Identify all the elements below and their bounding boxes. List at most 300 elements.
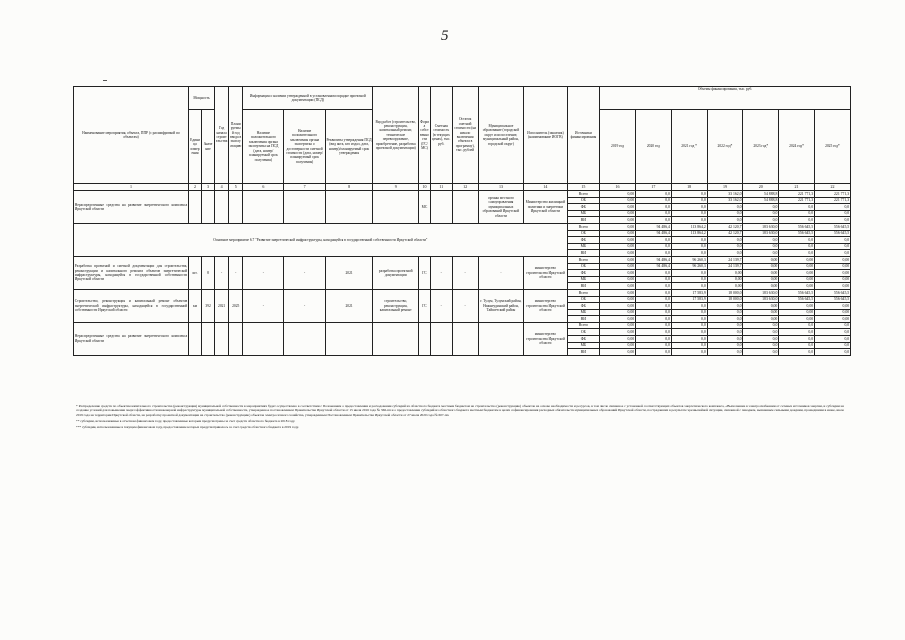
municipality-cell: г. Тулун, Тулунский район, Нижнеудинский район, Тайшетский район <box>478 289 524 322</box>
amount-cell: 24 139,7 <box>707 263 743 270</box>
source-cell: Всего <box>567 223 600 230</box>
amount-cell: 556 645,5 <box>814 230 850 237</box>
amount-cell: 0,0 <box>743 336 779 343</box>
header-executor: Исполнитель (заказчик) (наименование ИОГВ) <box>524 87 567 184</box>
amount-cell: 183 630,0 <box>743 296 779 303</box>
amount-cell: 0,00 <box>743 303 779 310</box>
amount-cell: 0,0 <box>671 329 707 336</box>
value-cell: 8 <box>202 256 215 289</box>
source-cell: ФБ <box>567 204 600 211</box>
amount-cell: 0,0 <box>779 217 815 224</box>
header-pd-group: Информация о наличии утвержденной в установленном порядке проектной документации (ПСД) <box>243 87 373 110</box>
amount-cell: 0,00 <box>600 289 636 296</box>
amount-cell: 0,0 <box>814 204 850 211</box>
amount-cell: 0,0 <box>743 243 779 250</box>
amount-cell: 0,0 <box>707 309 743 316</box>
page-number: 5 <box>441 28 449 44</box>
amount-cell: 0,0 <box>743 342 779 349</box>
amount-cell: 0,0 <box>743 329 779 336</box>
amount-cell: 0,0 <box>671 197 707 204</box>
work-type-cell: строительство, реконструкция, капитальный ремонт <box>373 289 419 322</box>
amount-cell: 0,0 <box>671 250 707 257</box>
amount-cell: 0,0 <box>779 243 815 250</box>
source-cell: ВИ <box>567 316 600 323</box>
amount-cell: 0,00 <box>779 303 815 310</box>
amount-cell: 94 486,4 <box>635 230 671 237</box>
amount-cell: 42 120,7 <box>707 230 743 237</box>
amount-cell: 0,00 <box>814 303 850 310</box>
amount-cell: 0,00 <box>600 316 636 323</box>
amount-cell: 0,0 <box>707 342 743 349</box>
source-cell: Всего <box>567 191 600 198</box>
amount-cell: 0,00 <box>600 270 636 277</box>
table-row <box>74 191 851 198</box>
source-cell: Всего <box>567 322 600 329</box>
amount-cell: 0,0 <box>707 237 743 244</box>
empty-cell <box>229 191 243 224</box>
amount-cell: 0,00 <box>600 329 636 336</box>
year-plan-cell: 2025 <box>229 289 243 322</box>
amount-cell: 0,0 <box>671 217 707 224</box>
amount-cell: 0,00 <box>814 316 850 323</box>
amount-cell: 0,0 <box>707 329 743 336</box>
amount-cell: 0,0 <box>707 322 743 329</box>
ownership-cell <box>419 322 431 355</box>
column-number: 6 <box>243 184 284 191</box>
amount-cell: 0,00 <box>779 276 815 283</box>
executor-cell: министерство строительства Иркутской области <box>524 289 567 322</box>
amount-cell: 0,0 <box>671 322 707 329</box>
amount-cell: 0,0 <box>635 243 671 250</box>
source-cell: Всего <box>567 289 600 296</box>
amount-cell: 0,0 <box>671 283 707 290</box>
column-number: 15 <box>567 184 600 191</box>
column-number: 12 <box>452 184 478 191</box>
remaining-cell: - <box>452 256 478 289</box>
source-cell: ОБ <box>567 329 600 336</box>
amount-cell: 0,0 <box>814 210 850 217</box>
column-number: 2 <box>189 184 202 191</box>
amount-cell: 0,0 <box>635 270 671 277</box>
amount-cell: 183 630,0 <box>743 223 779 230</box>
amount-cell: 0,00 <box>600 263 636 270</box>
source-cell: ФБ <box>567 336 600 343</box>
amount-cell: 0,00 <box>814 276 850 283</box>
amount-cell: 0,00 <box>707 283 743 290</box>
column-number: 14 <box>524 184 567 191</box>
header-year-4: 2023 год* <box>743 110 779 184</box>
amount-cell: 0,0 <box>635 191 671 198</box>
amount-cell: 0,0 <box>814 349 850 356</box>
amount-cell: 0,0 <box>635 204 671 211</box>
header-year-6: 2025 год* <box>814 110 850 184</box>
header-year-0: 2019 год <box>600 110 636 184</box>
amount-cell: 0,00 <box>814 256 850 263</box>
pd-cell: - <box>243 256 284 289</box>
approval-cell <box>325 322 373 355</box>
pd-cell: - <box>284 289 325 322</box>
header-remaining: Остаток сметной стоимости (на начало включения объекта в программу), тыс. рублей <box>452 87 478 184</box>
column-number: 5 <box>229 184 243 191</box>
amount-cell: 54 888,8 <box>743 191 779 198</box>
amount-cell: 0,0 <box>707 243 743 250</box>
empty-cell <box>189 191 202 224</box>
source-cell: ОБ <box>567 230 600 237</box>
amount-cell: 221 771,3 <box>814 197 850 204</box>
ownership-cell: МС <box>419 191 431 224</box>
column-number: 17 <box>635 184 671 191</box>
header-year-start: Год начала строительства <box>215 87 229 184</box>
amount-cell: 0,0 <box>779 342 815 349</box>
amount-cell: 0,00 <box>600 342 636 349</box>
amount-cell: 0,00 <box>600 197 636 204</box>
amount-cell: 0,0 <box>635 217 671 224</box>
amount-cell: 556 645,5 <box>814 289 850 296</box>
header-cost: Сметная стоимость (в текущих ценах), тыс. руб. <box>430 87 452 184</box>
amount-cell: 0,0 <box>814 336 850 343</box>
remaining-cell: - <box>452 289 478 322</box>
column-number: 11 <box>430 184 452 191</box>
amount-cell: 0,0 <box>814 237 850 244</box>
year-start-cell: - <box>215 256 229 289</box>
amount-cell: 0,0 <box>814 322 850 329</box>
source-cell: МБ <box>567 243 600 250</box>
amount-cell: 0,00 <box>600 230 636 237</box>
footnote-3: *** субсидии, использованные в текущем финансовом году, предоставление которых предусматривалось за счет средств областного бюджета в 2019 году. <box>76 425 299 430</box>
amount-cell: 0,0 <box>635 303 671 310</box>
footnote-1: * Распределение средств по объектам капитального строительства (реконструкции) муниципальной собственности в мероприятиях будет осуществлено в соответствии с Положением о предоставлении и расходовании субсидий из областного бюджета местным бюджетам на строительство (реконструкцию) объектов на основе необходимости и ресурсов, в том числе связанное с установкой соответствующих объектов энергетического комплекса, «Выполнение в электроснабжении от сетевых источников энергии, и субсидии на создание условий для повышения энергоэффективности инженерной инфраструктуры муниципальной собственности, утвержденное постановлением Правительства Иркутской области от 15 июля 2016 года № 366-пп и о предоставлении субсидий из областного бюджета местным бюджетам в целях софинансирования расходных обязательств муниципальных образований Иркутской области, пострадавших в результате чрезвычайной ситуации, связанной с паводком, вызванным сильными дождями, прошедшими в июне, июле 2019 года на территории Иркутской области, на разработку проектной документации на строительство (реконструкцию) объектов электросетевого хозяйства, утвержденным Постановлением Правительства Иркутской области от 27 июля 2020 года № 607-пп. <box>76 404 844 417</box>
section-title: Основное мероприятие 6.7 "Развитие энергетической инфраструктуры, находящейся в государственной собственности Иркутской области" <box>74 223 568 256</box>
year-start-cell <box>215 322 229 355</box>
column-number: 9 <box>373 184 419 191</box>
empty-cell <box>373 191 419 224</box>
empty-cell <box>452 191 478 224</box>
source-cell: МБ <box>567 276 600 283</box>
amount-cell: 0,0 <box>779 349 815 356</box>
object-name: Нераспределенные средства на развитие энергетического комплекса Иркутской области <box>74 191 189 224</box>
header-value: Значение <box>202 110 215 184</box>
work-type-cell: разработка проектной документации <box>373 256 419 289</box>
amount-cell: 0,00 <box>743 309 779 316</box>
amount-cell: 0,00 <box>743 270 779 277</box>
year-plan-cell <box>229 322 243 355</box>
amount-cell: 0,0 <box>635 283 671 290</box>
executor-cell: министерство строительства Иркутской области <box>524 256 567 289</box>
header-year-1: 2020 год <box>635 110 671 184</box>
source-cell: ВИ <box>567 250 600 257</box>
amount-cell: 0,00 <box>779 309 815 316</box>
header-year-2: 2021 год * <box>671 110 707 184</box>
column-number: 16 <box>600 184 636 191</box>
amount-cell: 183 630,0 <box>743 230 779 237</box>
amount-cell: 113 864,2 <box>671 230 707 237</box>
amount-cell: 0,0 <box>671 276 707 283</box>
amount-cell: 0,00 <box>600 256 636 263</box>
amount-cell: 0,0 <box>743 217 779 224</box>
unit-cell: км <box>189 289 202 322</box>
column-number: 21 <box>779 184 815 191</box>
amount-cell: 0,00 <box>600 303 636 310</box>
source-cell: ОБ <box>567 197 600 204</box>
approval-cell: 2021 <box>325 289 373 322</box>
header-row-1 <box>74 87 851 110</box>
object-name: Строительство, реконструкция и капитальный ремонт объектов энергетической инфраструктуры, находящейся в государственной собственности Иркутской области <box>74 289 189 322</box>
header-pd-presence-2: Наличие положительного заключения органа экспертизы о достоверности сметной стоимости (дата, номер/планируемый срок получения) <box>284 110 325 184</box>
amount-cell: 556 645,5 <box>779 296 815 303</box>
pd-cell <box>243 322 284 355</box>
amount-cell: 0,0 <box>814 329 850 336</box>
amount-cell: 0,0 <box>743 250 779 257</box>
amount-cell: 0,0 <box>671 191 707 198</box>
ownership-cell: ГС <box>419 289 431 322</box>
pd-cell: - <box>243 289 284 322</box>
amount-cell: 0,0 <box>671 342 707 349</box>
amount-cell: 221 771,3 <box>814 191 850 198</box>
amount-cell: 0,0 <box>743 210 779 217</box>
municipality-cell: органы местного самоуправления муниципальных образований Иркутской области <box>478 191 524 224</box>
amount-cell: 0,00 <box>779 256 815 263</box>
unit-cell: шт. <box>189 256 202 289</box>
amount-cell: 0,0 <box>635 336 671 343</box>
amount-cell: 94 486,4 <box>635 263 671 270</box>
source-cell: МБ <box>567 342 600 349</box>
amount-cell: 0,0 <box>635 309 671 316</box>
header-power: Мощность <box>189 87 215 110</box>
work-type-cell <box>373 322 419 355</box>
header-unit: Единица измерения <box>189 110 202 184</box>
column-number: 4 <box>215 184 229 191</box>
amount-cell: 0,0 <box>779 322 815 329</box>
amount-cell: 0,00 <box>600 276 636 283</box>
amount-cell: 0,0 <box>743 349 779 356</box>
header-pd-presence: Наличие положительного заключения органа экспертизы на ПСД (дата, номер/планируемый срок получения) <box>243 110 284 184</box>
amount-cell: 221 771,3 <box>779 191 815 198</box>
column-number: 22 <box>814 184 850 191</box>
section-row <box>74 223 851 230</box>
amount-cell: 0,00 <box>600 336 636 343</box>
amount-cell: 17 583,9 <box>671 296 707 303</box>
amount-cell: 0,00 <box>814 283 850 290</box>
amount-cell: 0,0 <box>635 296 671 303</box>
amount-cell: 0,0 <box>671 243 707 250</box>
source-cell: ФБ <box>567 303 600 310</box>
amount-cell: 0,0 <box>671 336 707 343</box>
amount-cell: 0,00 <box>600 296 636 303</box>
header-year-3: 2022 год* <box>707 110 743 184</box>
amount-cell: 0,0 <box>635 316 671 323</box>
amount-cell: 0,0 <box>814 250 850 257</box>
amount-cell: 0,00 <box>600 191 636 198</box>
source-cell: ВИ <box>567 283 600 290</box>
amount-cell: 221 771,3 <box>779 197 815 204</box>
empty-cell <box>215 191 229 224</box>
amount-cell: 0,0 <box>814 217 850 224</box>
amount-cell: 18 000,0 <box>707 296 743 303</box>
header-municipality: Муниципальное образование (городской округ или поселение, муниципальный район, городской округ) <box>478 87 524 184</box>
amount-cell: 0,0 <box>707 217 743 224</box>
source-cell: ОБ <box>567 263 600 270</box>
amount-cell: 0,00 <box>600 204 636 211</box>
empty-cell <box>284 191 325 224</box>
amount-cell: 96 260,3 <box>671 256 707 263</box>
margin-mark <box>103 80 107 81</box>
amount-cell: 0,0 <box>635 237 671 244</box>
amount-cell: 0,0 <box>635 197 671 204</box>
amount-cell: 0,0 <box>671 270 707 277</box>
unit-cell <box>189 322 202 355</box>
amount-cell: 0,0 <box>635 250 671 257</box>
approval-cell: 2021 <box>325 256 373 289</box>
remaining-cell <box>452 322 478 355</box>
amount-cell: 113 864,2 <box>671 223 707 230</box>
amount-cell: 0,00 <box>743 316 779 323</box>
amount-cell: 0,00 <box>600 243 636 250</box>
source-cell: ОБ <box>567 296 600 303</box>
pd-cell: - <box>284 256 325 289</box>
footnotes <box>76 404 844 431</box>
amount-cell: 0,0 <box>635 349 671 356</box>
amount-cell: 0,00 <box>600 217 636 224</box>
column-number: 13 <box>478 184 524 191</box>
amount-cell: 0,00 <box>600 223 636 230</box>
amount-cell: 556 645,5 <box>779 230 815 237</box>
header-work-type: Вид работ (строительство, реконструкция, капитальный ремонт, техническое перевооружение, приобретение, разработка проектной документации) <box>373 87 419 184</box>
amount-cell: 0,0 <box>635 329 671 336</box>
amount-cell: 0,00 <box>600 283 636 290</box>
pd-cell <box>284 322 325 355</box>
value-cell <box>202 322 215 355</box>
object-name: Разработка проектной и сметной документации для строительства, реконструкции и капитального ремонта объектов энергетической инфраструктуры, находящейся в государственной собственности Иркутской области <box>74 256 189 289</box>
amount-cell: 556 645,5 <box>779 223 815 230</box>
column-number: 20 <box>743 184 779 191</box>
amount-cell: 0,00 <box>814 309 850 316</box>
amount-cell: 0,00 <box>814 270 850 277</box>
amount-cell: 0,0 <box>707 204 743 211</box>
header-pd-approval: Реквизиты утверждения ПСД (вид акта, кто издал, дата, номер)/планируемый срок утверждения <box>325 110 373 184</box>
amount-cell: 0,0 <box>707 303 743 310</box>
header-year-5: 2024 год* <box>779 110 815 184</box>
table-row <box>74 289 851 296</box>
amount-cell: 0,0 <box>671 210 707 217</box>
amount-cell: 0,0 <box>743 204 779 211</box>
amount-cell: 0,0 <box>707 250 743 257</box>
amount-cell: 0,0 <box>635 289 671 296</box>
amount-cell: 0,0 <box>814 243 850 250</box>
amount-cell: 0,0 <box>671 303 707 310</box>
amount-cell: 0,0 <box>779 250 815 257</box>
empty-cell <box>243 191 284 224</box>
financing-table <box>73 86 851 356</box>
amount-cell: 0,0 <box>671 237 707 244</box>
column-number-row <box>74 184 851 191</box>
amount-cell: 96 260,3 <box>671 263 707 270</box>
source-cell: ФБ <box>567 270 600 277</box>
amount-cell: 0,00 <box>707 276 743 283</box>
amount-cell: 33 162,0 <box>707 197 743 204</box>
amount-cell: 0,00 <box>743 276 779 283</box>
source-cell: ФБ <box>567 237 600 244</box>
header-financing: Объемы финансирования, тыс. руб. <box>600 87 851 110</box>
value-cell: 392 <box>202 289 215 322</box>
cost-cell: - <box>430 289 452 322</box>
column-number: 19 <box>707 184 743 191</box>
year-plan-cell: - <box>229 256 243 289</box>
amount-cell: 556 645,5 <box>814 296 850 303</box>
amount-cell: 17 583,9 <box>671 289 707 296</box>
amount-cell: 33 162,0 <box>707 191 743 198</box>
amount-cell: 0,0 <box>779 204 815 211</box>
amount-cell: 0,0 <box>671 316 707 323</box>
amount-cell: 0,0 <box>779 237 815 244</box>
amount-cell: 0,0 <box>635 322 671 329</box>
amount-cell: 94 486,4 <box>635 223 671 230</box>
amount-cell: 0,00 <box>779 270 815 277</box>
amount-cell: 24 139,7 <box>707 256 743 263</box>
source-cell: Всего <box>567 256 600 263</box>
table-row <box>74 322 851 329</box>
amount-cell: 0,0 <box>635 342 671 349</box>
object-name: Нераспределенные средства на развитие энергетического комплекса Иркутской области <box>74 322 189 355</box>
amount-cell: 0,00 <box>779 283 815 290</box>
amount-cell: 18 000,0 <box>707 289 743 296</box>
source-cell: МБ <box>567 210 600 217</box>
ownership-cell: ГС <box>419 256 431 289</box>
column-number: 1 <box>74 184 189 191</box>
amount-cell: 54 888,8 <box>743 197 779 204</box>
amount-cell: 0,0 <box>671 349 707 356</box>
empty-cell <box>430 191 452 224</box>
column-number: 8 <box>325 184 373 191</box>
amount-cell: 94 486,4 <box>635 256 671 263</box>
cost-cell <box>430 322 452 355</box>
amount-cell: 0,00 <box>600 250 636 257</box>
header-sources: Источники финансирования <box>567 87 600 184</box>
column-number: 18 <box>671 184 707 191</box>
table-row <box>74 256 851 263</box>
amount-cell: 0,0 <box>635 276 671 283</box>
amount-cell: 0,0 <box>671 309 707 316</box>
footnote-2: ** субсидии, использованные в отчетном финансовом году, предоставленные которым предусмотрены за счет средств областного бюджета в 2018 году. <box>76 418 296 423</box>
source-cell: МБ <box>567 309 600 316</box>
amount-cell: 0,0 <box>707 316 743 323</box>
amount-cell: 0,0 <box>635 210 671 217</box>
executor-cell: министерство строительства Иркутской области <box>524 322 567 355</box>
amount-cell: 556 645,5 <box>779 289 815 296</box>
municipality-cell: - <box>478 256 524 289</box>
source-cell: ВИ <box>567 349 600 356</box>
amount-cell: 0,00 <box>743 256 779 263</box>
amount-cell: 0,00 <box>743 283 779 290</box>
amount-cell: 0,00 <box>743 263 779 270</box>
amount-cell: 183 630,0 <box>743 289 779 296</box>
amount-cell: 0,0 <box>779 336 815 343</box>
amount-cell: 0,0 <box>779 210 815 217</box>
empty-cell <box>202 191 215 224</box>
amount-cell: 0,0 <box>779 329 815 336</box>
column-number: 3 <box>202 184 215 191</box>
header-name: Наименование мероприятия, объекта, ППР (с расшифровкой по объектам) <box>74 87 189 184</box>
amount-cell: 0,00 <box>600 237 636 244</box>
amount-cell: 0,0 <box>814 342 850 349</box>
amount-cell: 0,00 <box>779 316 815 323</box>
amount-cell: 42 120,7 <box>707 223 743 230</box>
empty-cell <box>325 191 373 224</box>
amount-cell: 0,0 <box>743 237 779 244</box>
year-start-cell: 2021 <box>215 289 229 322</box>
header-ownership: Форма собственности (ГС/ МС) <box>419 87 431 184</box>
amount-cell: 0,00 <box>779 263 815 270</box>
amount-cell: 0,00 <box>707 270 743 277</box>
